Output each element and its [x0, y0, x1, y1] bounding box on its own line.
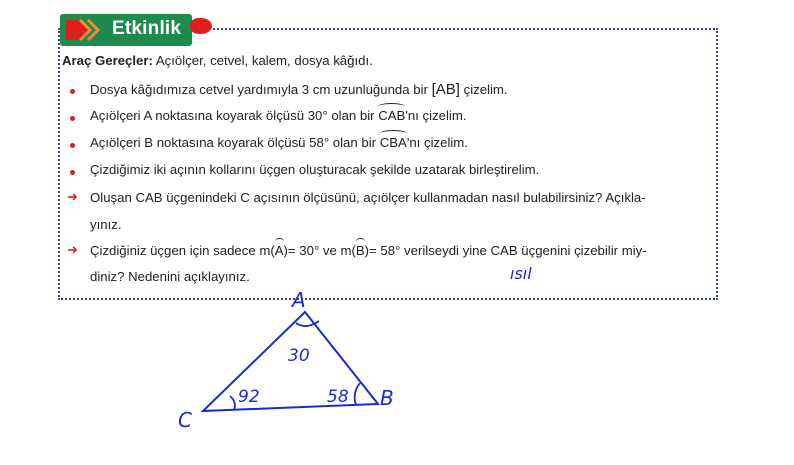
vertex-label-b: B [380, 386, 394, 410]
question-2-cont: diniz? Nedenini açıklayınız. [90, 269, 250, 284]
activity-title: Etkinlik [112, 18, 182, 39]
step-4: Çizdiğimiz iki açının kollarını üçgen oluşturacak şekilde uzatarak birleştirelim. [90, 162, 540, 177]
angle-arc-c [230, 396, 235, 410]
vertex-label-a: A [292, 288, 306, 312]
arrow-icon: ➜ [67, 242, 78, 257]
question-1-cont: yınız. [90, 217, 122, 232]
materials-label: Araç Gereçler: [62, 53, 153, 68]
question-2: Çizdiğiniz üçgen için sadece m(A)= 30° ve m(B)= 58° verilseydi yine CAB üçgenini çizebilir miy- [90, 243, 647, 258]
materials-text: Açıölçer, cetvel, kalem, dosya kâğıdı. [152, 53, 373, 68]
question-1: Oluşan CAB üçgenindeki C açısının ölçüsünü, açıölçer kullanmadan nasıl bulabilirsiniz? Açıkla- [90, 190, 646, 205]
angle-c-value: 92 [238, 387, 260, 407]
handwritten-scribble: ısıl [510, 264, 532, 283]
angle-arc-b [355, 383, 360, 405]
step-2: Açıölçeri A noktasına koyarak ölçüsü 30° olan bir CAB'nı çizelim. [90, 108, 467, 123]
arrow-icon: ➜ [67, 189, 78, 204]
step-3: Açıölçeri B noktasına koyarak ölçüsü 58° olan bir CBA'nı çizelim. [90, 135, 468, 150]
angle-b-value: 58 [327, 387, 349, 407]
vertex-label-c: C [178, 408, 192, 432]
angle-a-value: 30 [288, 346, 310, 366]
step-1: Dosya kâğıdımıza cetvel yardımıyla 3 cm uzunluğunda bir [AB] çizelim. [90, 81, 508, 98]
